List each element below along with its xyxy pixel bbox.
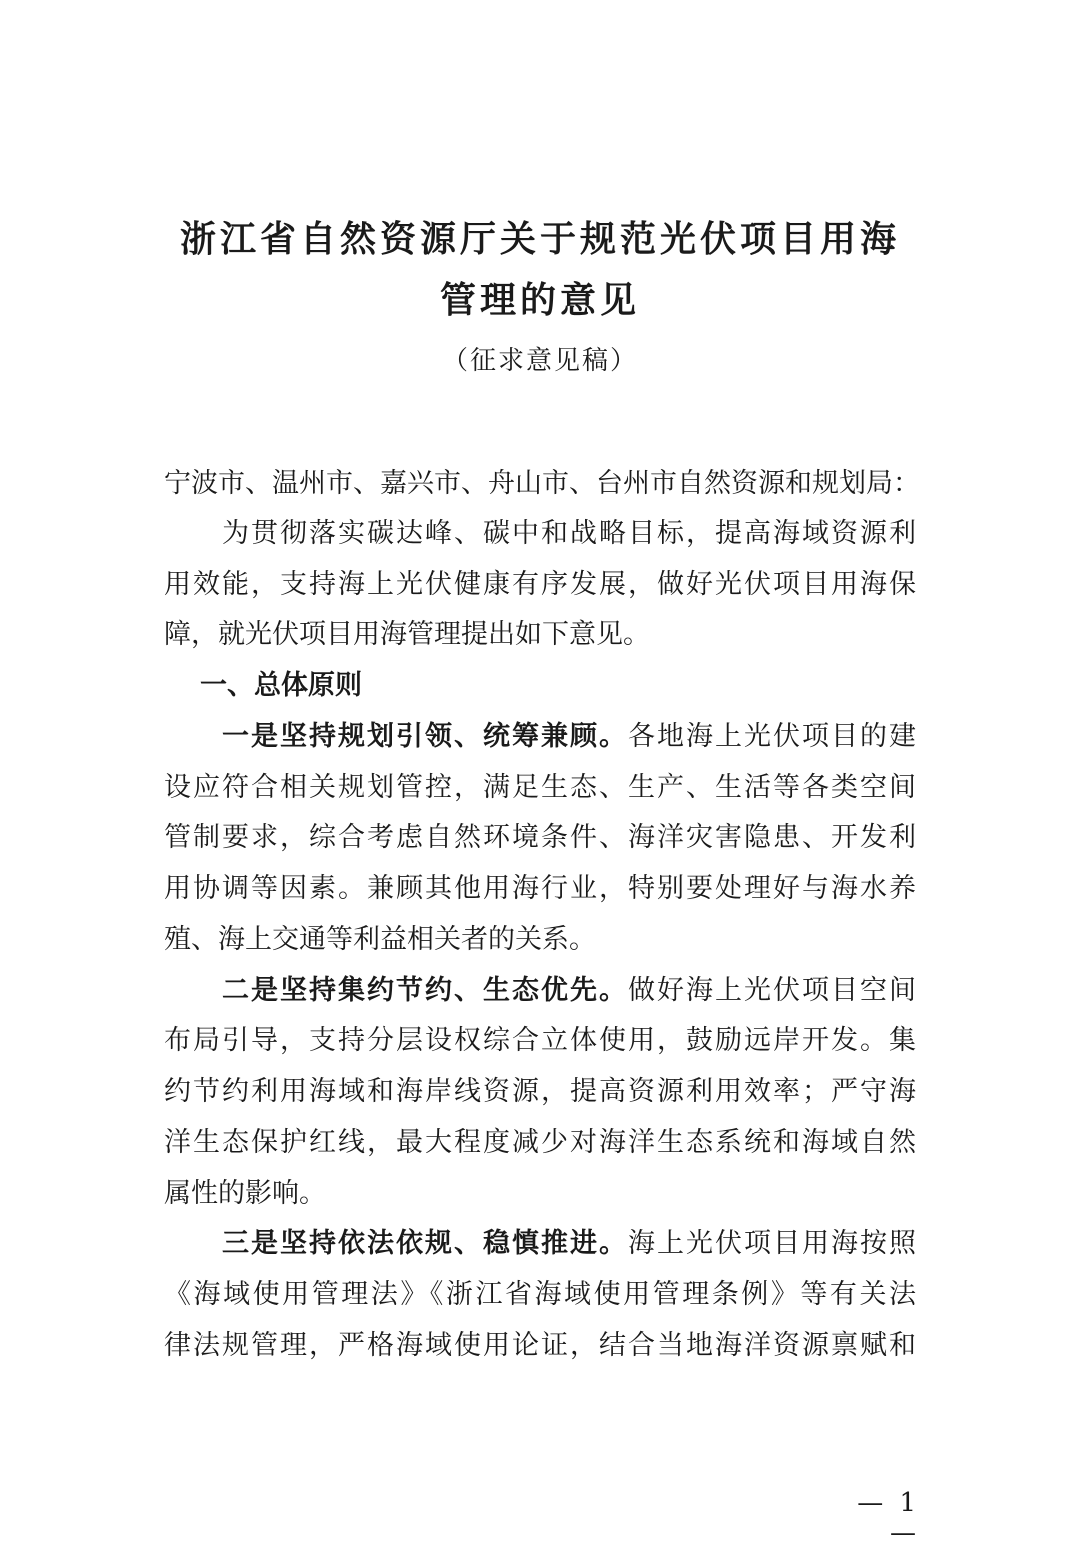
- principle-2-line-4: 洋生态保护红线，最大程度减少对海洋生态系统和海域自然: [164, 1127, 916, 1158]
- intro-line-3: 障，就光伏项目用海管理提出如下意见。: [164, 619, 650, 650]
- addressee-line: 宁波市、温州市、嘉兴市、舟山市、台州市自然资源和规划局：: [164, 468, 920, 499]
- principle-3-line-2: 《海域使用管理法》《浙江省海域使用管理条例》等有关法: [164, 1279, 916, 1310]
- document-title-line-1: 浙江省自然资源厅关于规范光伏项目用海: [179, 219, 900, 260]
- principle-3-line-1: [222, 1226, 916, 1262]
- principle-3-line-3: 律法规管理，严格海域使用论证，结合当地海洋资源禀赋和: [164, 1330, 916, 1361]
- principle-1-line-1: [222, 719, 916, 755]
- principle-1-bold-lead: 一是坚持规划引领、统筹兼顾。: [222, 721, 628, 752]
- principle-1-line-3: 管制要求，综合考虑自然环境条件、海洋灾害隐患、开发利: [164, 822, 916, 853]
- principle-3-bold-lead: 三是坚持依法依规、稳慎推进。: [222, 1228, 628, 1259]
- principle-1-line-5: 殖、海上交通等利益相关者的关系。: [164, 924, 596, 955]
- principle-3-text: 海上光伏项目用海按照: [628, 1228, 916, 1259]
- principle-2-text: 做好海上光伏项目空间: [628, 975, 916, 1006]
- document-subtitle: （征求意见稿）: [441, 346, 638, 376]
- principle-2-line-2: 布局引导，支持分层设权综合立体使用，鼓励远岸开发。集: [164, 1025, 916, 1056]
- principle-1-line-4: 用协调等因素。兼顾其他用海行业，特别要处理好与海水养: [164, 873, 916, 904]
- principle-1-line-2: 设应符合相关规划管控，满足生态、生产、生活等各类空间: [164, 772, 916, 803]
- principle-2-line-3: 约节约利用海域和海岸线资源，提高资源利用效率；严守海: [164, 1076, 916, 1107]
- principle-2-bold-lead: 二是坚持集约节约、生态优先。: [222, 975, 628, 1006]
- intro-line-2: 用效能，支持海上光伏健康有序发展，做好光伏项目用海保: [164, 569, 916, 600]
- principle-1-text: 各地海上光伏项目的建: [628, 721, 916, 752]
- section-heading: 一、总体原则: [200, 670, 362, 701]
- intro-line-1: 为贯彻落实碳达峰、碳中和战略目标，提高海域资源利: [222, 518, 916, 549]
- principle-2-line-1: [222, 973, 916, 1009]
- page-number: — 1 —: [857, 1488, 920, 1548]
- document-title-line-2: 管理的意见: [439, 280, 640, 321]
- principle-2-line-5: 属性的影响。: [164, 1178, 326, 1209]
